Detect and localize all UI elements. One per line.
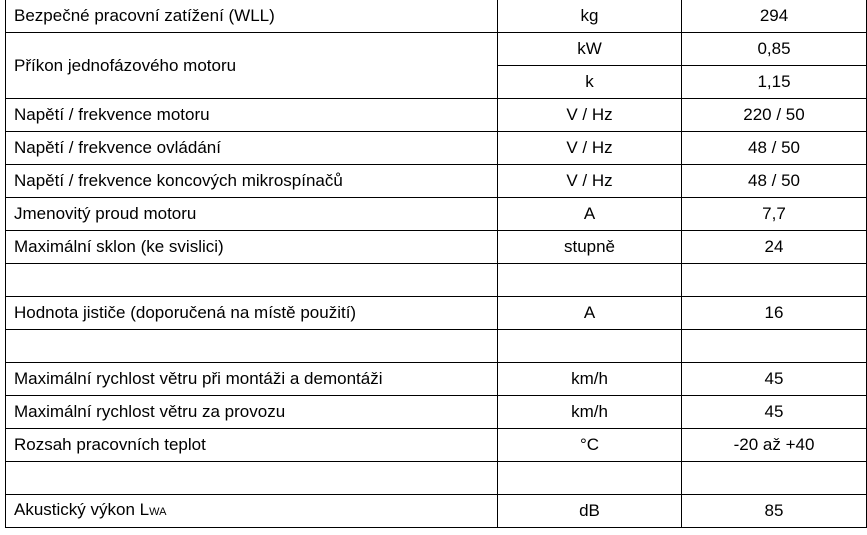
param-cell: Jmenovitý proud motoru <box>6 198 498 231</box>
param-cell: Bezpečné pracovní zatížení (WLL) <box>6 0 498 33</box>
unit-cell: km/h <box>498 363 682 396</box>
table-row <box>6 231 867 264</box>
param-cell: Napětí / frekvence ovládání <box>6 132 498 165</box>
table-row <box>6 429 867 462</box>
value-cell: 45 <box>682 363 867 396</box>
table-row-empty <box>6 330 867 363</box>
unit-cell <box>498 264 682 297</box>
unit-cell: A <box>498 297 682 330</box>
table-row-empty <box>6 462 867 495</box>
table-row <box>6 297 867 330</box>
table-row <box>6 495 867 528</box>
param-cell: Maximální rychlost větru za provozu <box>6 396 498 429</box>
value-cell: 24 <box>682 231 867 264</box>
table-row <box>6 0 867 33</box>
unit-cell: V / Hz <box>498 132 682 165</box>
unit-cell: km/h <box>498 396 682 429</box>
value-cell: 7,7 <box>682 198 867 231</box>
unit-cell: °C <box>498 429 682 462</box>
value-cell: 0,85 <box>682 33 867 66</box>
table-row-empty <box>6 264 867 297</box>
unit-cell: dB <box>498 495 682 528</box>
param-cell: Rozsah pracovních teplot <box>6 429 498 462</box>
value-cell: 48 / 50 <box>682 132 867 165</box>
param-cell <box>6 264 498 297</box>
param-cell: Hodnota jističe (doporučená na místě použití) <box>6 297 498 330</box>
unit-cell: stupně <box>498 231 682 264</box>
param-cell: Napětí / frekvence motoru <box>6 99 498 132</box>
unit-cell: kW <box>498 33 682 66</box>
param-subscript: WA <box>149 506 167 518</box>
unit-cell <box>498 462 682 495</box>
table-row <box>6 132 867 165</box>
param-cell: Napětí / frekvence koncových mikrospínačů <box>6 165 498 198</box>
table-row <box>6 165 867 198</box>
value-cell: 85 <box>682 495 867 528</box>
specification-table <box>5 0 867 528</box>
value-cell <box>682 330 867 363</box>
param-text: Akustický výkon L <box>14 500 150 519</box>
table-row <box>6 198 867 231</box>
table-row <box>6 99 867 132</box>
table-row <box>6 363 867 396</box>
value-cell: 220 / 50 <box>682 99 867 132</box>
unit-cell: V / Hz <box>498 165 682 198</box>
value-cell: 294 <box>682 0 867 33</box>
unit-cell: kg <box>498 0 682 33</box>
value-cell <box>682 462 867 495</box>
param-cell <box>6 330 498 363</box>
table-row <box>6 33 867 66</box>
param-cell <box>6 495 498 528</box>
param-cell: Maximální sklon (ke svislici) <box>6 231 498 264</box>
unit-cell <box>498 330 682 363</box>
value-cell: 16 <box>682 297 867 330</box>
unit-cell: k <box>498 66 682 99</box>
param-cell <box>6 462 498 495</box>
value-cell <box>682 264 867 297</box>
value-cell: 1,15 <box>682 66 867 99</box>
param-cell: Maximální rychlost větru při montáži a demontáži <box>6 363 498 396</box>
param-cell: Příkon jednofázového motoru <box>6 33 498 99</box>
value-cell: -20 až +40 <box>682 429 867 462</box>
unit-cell: V / Hz <box>498 99 682 132</box>
unit-cell: A <box>498 198 682 231</box>
value-cell: 45 <box>682 396 867 429</box>
value-cell: 48 / 50 <box>682 165 867 198</box>
table-row <box>6 396 867 429</box>
